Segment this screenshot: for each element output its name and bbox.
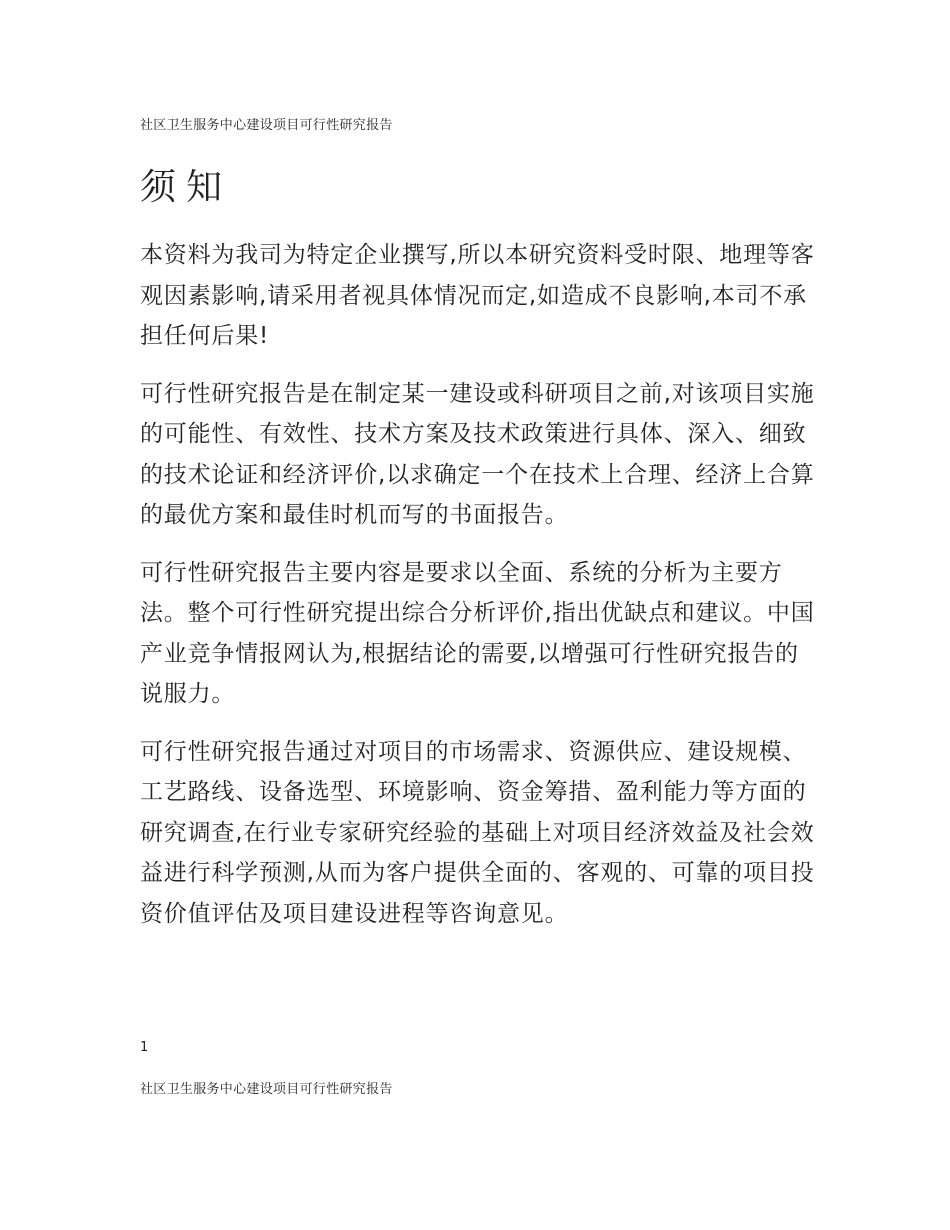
- paragraph-scope: 可行性研究报告通过对项目的市场需求、资源供应、建设规模、工艺路线、设备选型、环境影响、资金筹措、盈利能力等方面的研究调查,在行业专家研究经验的基础上对项目经济效益及社会效益进行科学预测,从而为客户提供全面的、客观的、可靠的项目投资价值评估及项目建设进程等咨询意见。: [140, 738, 815, 927]
- page-number: 1: [140, 1040, 149, 1055]
- paragraph-disclaimer: 本资料为我司为特定企业撰写,所以本研究资料受时限、地理等客观因素影响,请采用者视具体情况而定,如造成不良影响,本司不承担任何后果!: [140, 242, 815, 349]
- page-title: 须知: [140, 167, 233, 208]
- paragraph-content: 可行性研究报告主要内容是要求以全面、系统的分析为主要方法。整个可行性研究提出综合分析评价,指出优缺点和建议。中国产业竞争情报网认为,根据结论的需要,以增强可行性研究报告的说服力。: [140, 559, 815, 707]
- paragraph-definition: 可行性研究报告是在制定某一建设或科研项目之前,对该项目实施的可能性、有效性、技术方案及技术政策进行具体、深入、细致的技术论证和经济评价,以求确定一个在技术上合理、经济上合算的最优方案和最佳时机而写的书面报告。: [140, 380, 815, 528]
- running-header: 社区卫生服务中心建设项目可行性研究报告: [140, 118, 393, 133]
- body-text: [140, 235, 820, 951]
- next-page-running-header: 社区卫生服务中心建设项目可行性研究报告: [140, 1082, 393, 1097]
